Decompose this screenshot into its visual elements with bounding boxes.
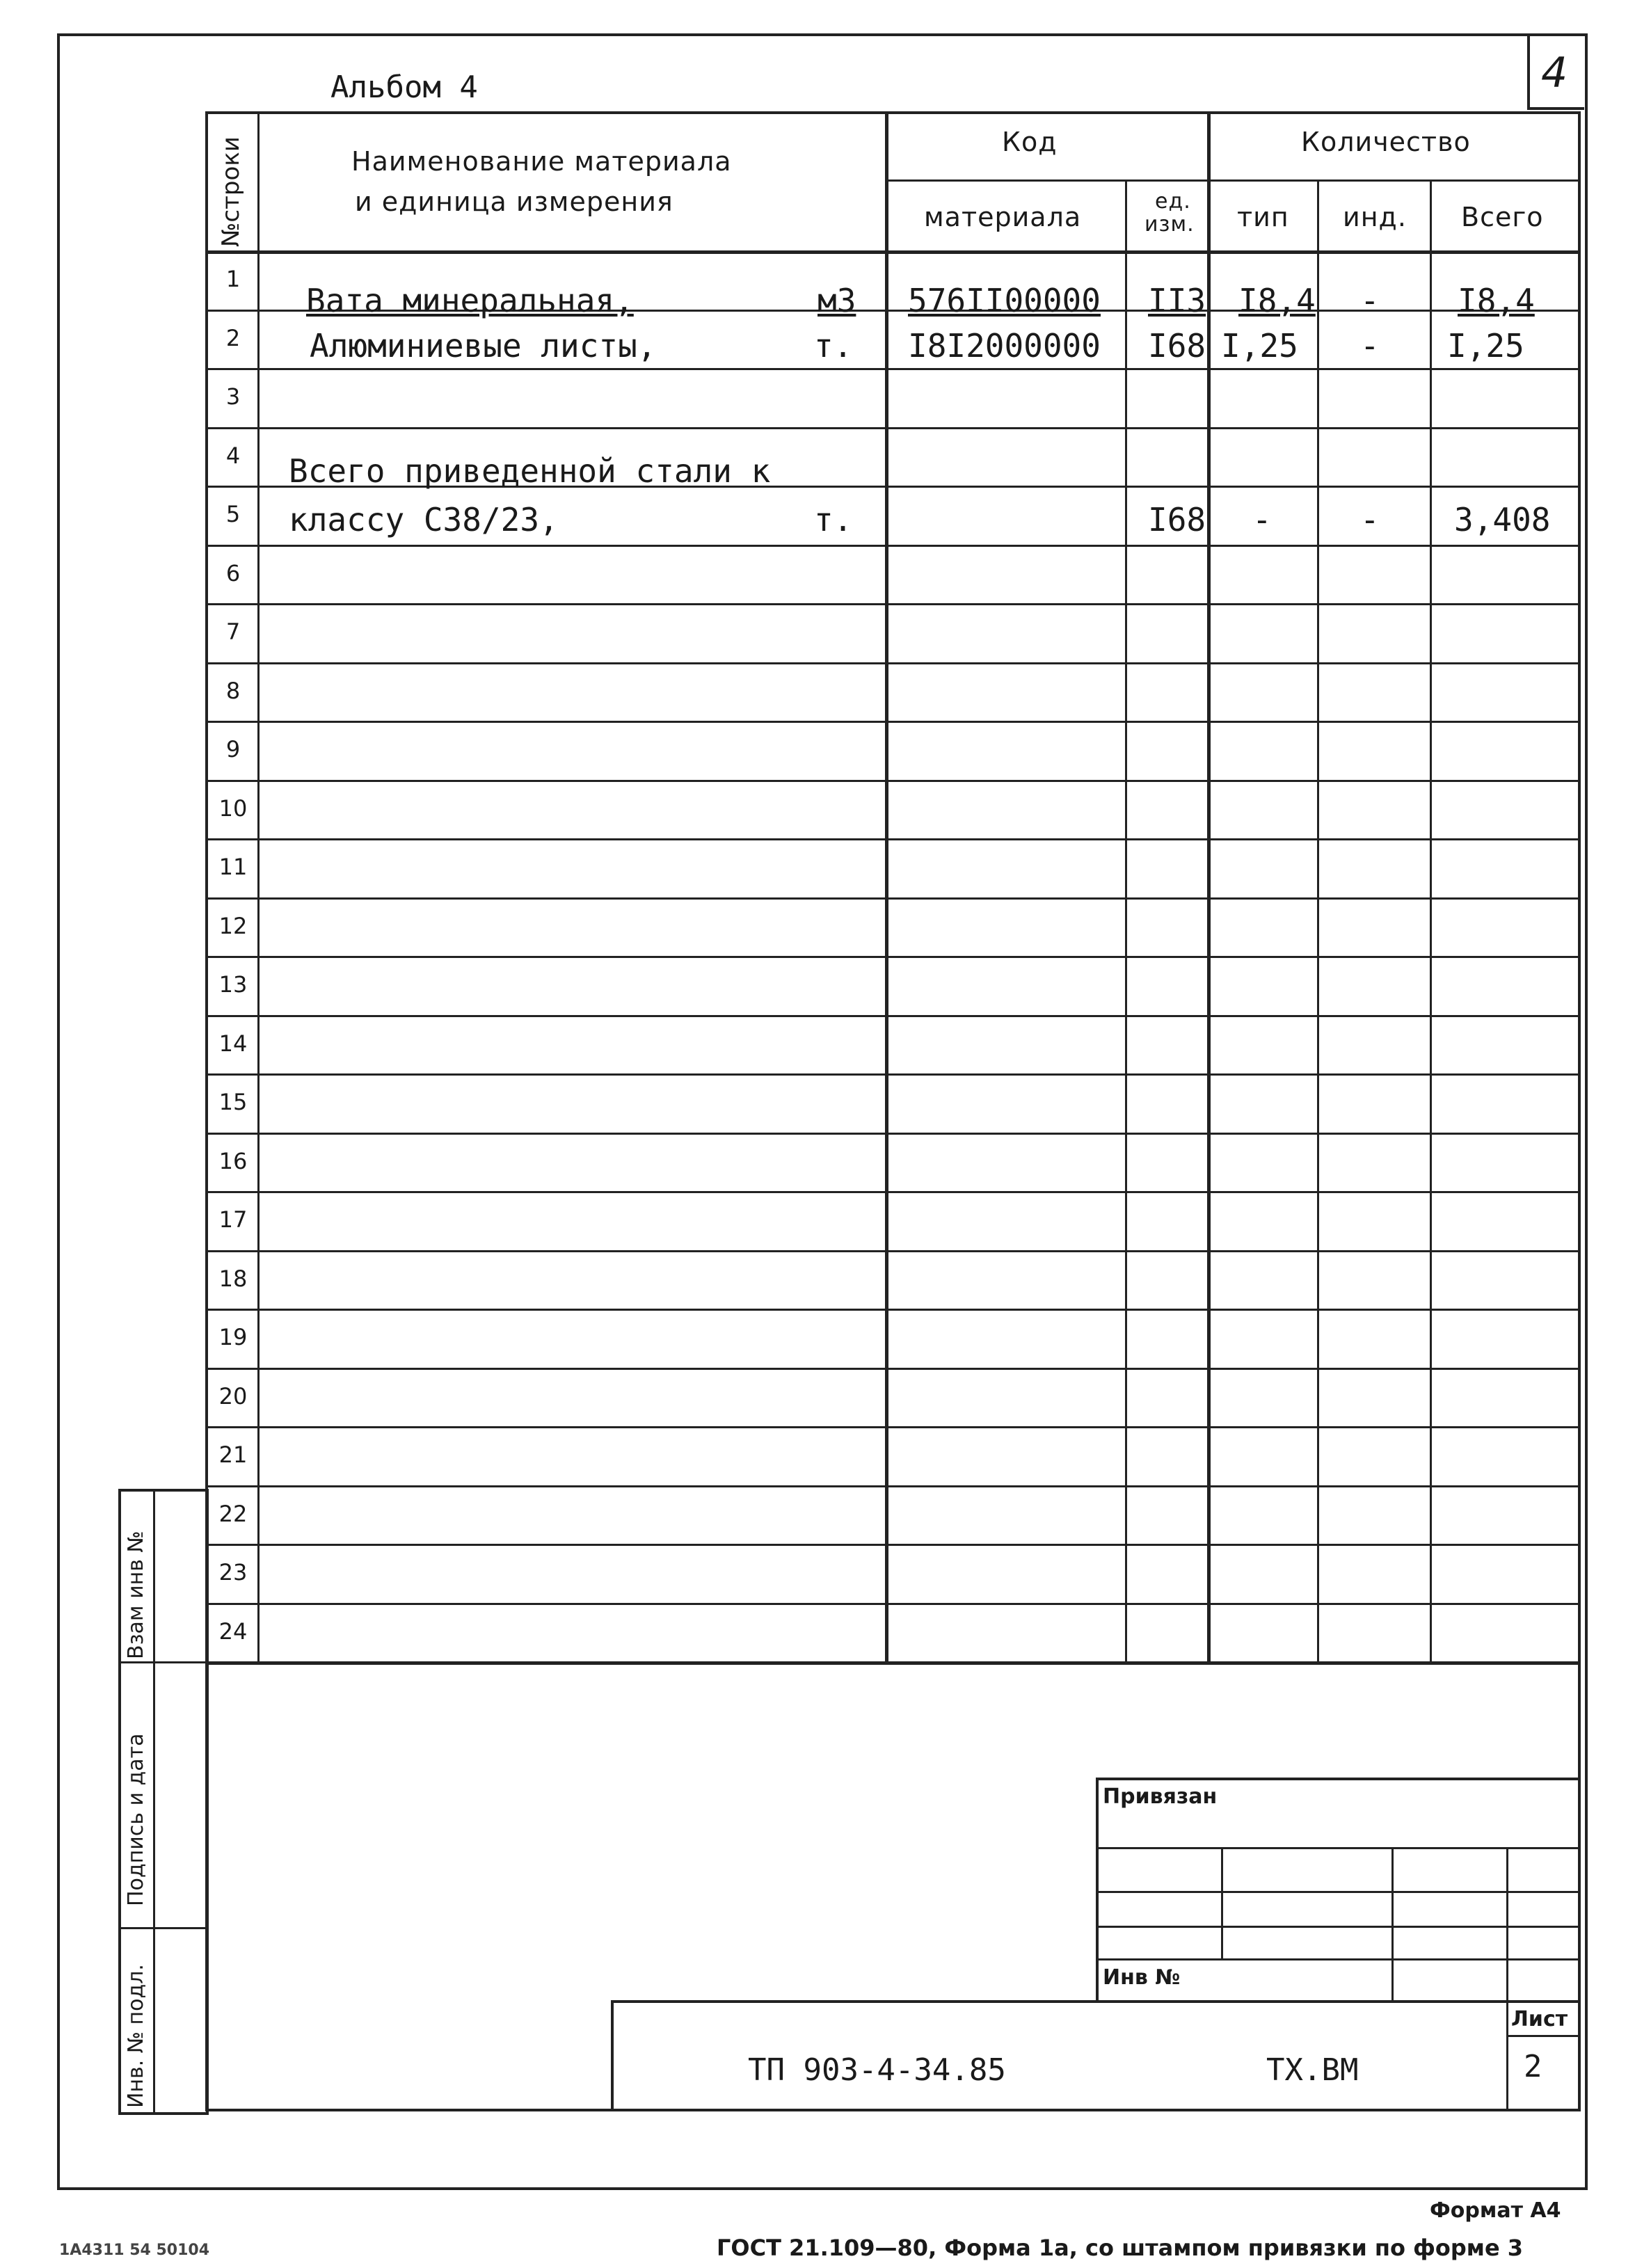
row2-unit: т. <box>814 327 853 365</box>
row-number: 7 <box>225 618 241 645</box>
row5-unit-code: I68 <box>1148 501 1206 538</box>
header-name-line1: Наименование материала <box>351 146 732 177</box>
row-separator <box>205 1426 1581 1428</box>
row4-name: Всего приведенной стали к <box>289 452 771 490</box>
row-number: 5 <box>225 501 241 527</box>
row-separator <box>205 1015 1581 1017</box>
footer-left-code: 1A4311 54 50104 <box>59 2242 210 2259</box>
title-sheet-number: 2 <box>1524 2049 1542 2084</box>
binding-col3 <box>1506 1847 1508 2000</box>
footer-format: Формат А4 <box>1430 2198 1561 2223</box>
row-separator <box>205 1544 1581 1546</box>
row1-name: Вата минеральная, <box>306 282 634 319</box>
header-code: Код <box>1002 127 1058 157</box>
row-number: 2 <box>225 325 241 351</box>
col-line-type <box>1317 179 1319 1663</box>
row-separator <box>205 1603 1581 1605</box>
col-line-material <box>1125 179 1127 1663</box>
row-number: 1 <box>225 266 241 292</box>
row-number: 6 <box>225 560 241 586</box>
row-separator <box>205 780 1581 782</box>
row-separator <box>205 956 1581 958</box>
header-row-no: №строки <box>217 136 245 247</box>
row-number: 19 <box>218 1324 248 1350</box>
side-inv-replace: Взам инв № <box>124 1531 148 1659</box>
row1-material-code: 576II00000 <box>908 282 1101 319</box>
row5-unit: т. <box>814 501 853 538</box>
row-number: 21 <box>218 1442 248 1468</box>
row-separator <box>205 1191 1581 1193</box>
col-line-name <box>885 111 888 1663</box>
table-bottom-line <box>205 1661 1581 1665</box>
row2-material-code: I8I2000000 <box>908 327 1101 365</box>
footer-gost: ГОСТ 21.109—80, Форма 1а, со штампом привязки по форме 3 <box>717 2235 1524 2261</box>
row-number: 9 <box>225 736 241 762</box>
header-code-material: материала <box>924 202 1082 232</box>
row-number: 22 <box>218 1501 248 1527</box>
side-inv-original: Инв. № подл. <box>124 1964 148 2108</box>
row-separator <box>205 897 1581 900</box>
row-number: 15 <box>218 1089 248 1115</box>
row2-name: Алюминиевые листы, <box>310 327 657 365</box>
corner-number: 4 <box>1541 49 1568 97</box>
row-separator <box>205 1368 1581 1370</box>
row5-name: классу С38/23, <box>289 501 559 538</box>
binding-col2 <box>1391 1847 1394 2000</box>
header-qty-type: тип <box>1237 202 1289 232</box>
side-stamp-sep1 <box>118 1661 209 1663</box>
row-number: 24 <box>218 1618 248 1645</box>
row-separator <box>205 1133 1581 1135</box>
row-number: 17 <box>218 1206 248 1233</box>
col-line-unit <box>1207 111 1211 1663</box>
row-number: 3 <box>225 383 241 410</box>
row1-total: I8,4 <box>1458 282 1535 319</box>
side-stamp-sep2 <box>118 1927 209 1929</box>
row-separator <box>205 427 1581 429</box>
row-separator <box>205 662 1581 664</box>
album-label: Альбом 4 <box>330 70 478 105</box>
side-signature-date: Подпись и дата <box>124 1733 148 1906</box>
row-number: 20 <box>218 1383 248 1409</box>
binding-inv-no: Инв № <box>1103 1965 1181 1990</box>
header-quantity: Количество <box>1301 127 1471 157</box>
row-number: 12 <box>218 913 248 939</box>
title-sheet-label: Лист <box>1511 2007 1568 2031</box>
header-qty-ind: инд. <box>1343 202 1407 232</box>
row-number: 13 <box>218 971 248 998</box>
row2-type: I,25 <box>1221 327 1298 365</box>
row-separator <box>205 1485 1581 1487</box>
row-number: 16 <box>218 1148 248 1174</box>
title-doc-code: ТП 903-4-34.85 <box>748 2052 1006 2088</box>
header-subline <box>887 179 1581 182</box>
row-number: 14 <box>218 1030 248 1057</box>
row-number: 4 <box>225 442 241 469</box>
row1-unit: м3 <box>817 282 856 319</box>
binding-label: Привязан <box>1103 1784 1218 1809</box>
row-separator <box>205 838 1581 840</box>
row2-unit-code: I68 <box>1148 327 1206 365</box>
title-sheet-line <box>1506 2035 1581 2037</box>
row1-unit-code: II3 <box>1148 282 1206 319</box>
row-number: 11 <box>218 854 248 880</box>
header-code-unit-l2: изм. <box>1144 212 1195 237</box>
title-sheet-divider <box>1506 2000 1508 2111</box>
header-name-line2: и единица измерения <box>355 186 673 217</box>
header-qty-total: Всего <box>1461 202 1544 232</box>
header-code-unit-l1: ед. <box>1155 189 1191 214</box>
row2-total: I,25 <box>1447 327 1524 365</box>
row2-ind: - <box>1360 327 1380 365</box>
binding-col1 <box>1221 1847 1223 1958</box>
row-separator <box>205 368 1581 370</box>
row-number: 10 <box>218 795 248 822</box>
row5-ind: - <box>1360 501 1380 538</box>
col-line-rownum <box>257 111 260 1663</box>
row-separator <box>205 603 1581 605</box>
row-number: 8 <box>225 678 241 704</box>
row-separator <box>205 545 1581 547</box>
row-separator <box>205 1309 1581 1311</box>
row5-total: 3,408 <box>1454 501 1551 538</box>
row-number: 23 <box>218 1559 248 1586</box>
row1-type: I8,4 <box>1238 282 1316 319</box>
row-separator <box>205 721 1581 723</box>
row-separator <box>205 1073 1581 1076</box>
col-line-ind <box>1430 179 1432 1663</box>
side-stamp-divider <box>153 1489 155 2115</box>
row1-ind: - <box>1360 282 1380 319</box>
row-number: 18 <box>218 1265 248 1292</box>
header-bottom-line <box>205 250 1581 254</box>
row-separator <box>205 1250 1581 1252</box>
row5-type: - <box>1252 501 1272 538</box>
title-mark: ТХ.ВМ <box>1266 2052 1359 2088</box>
